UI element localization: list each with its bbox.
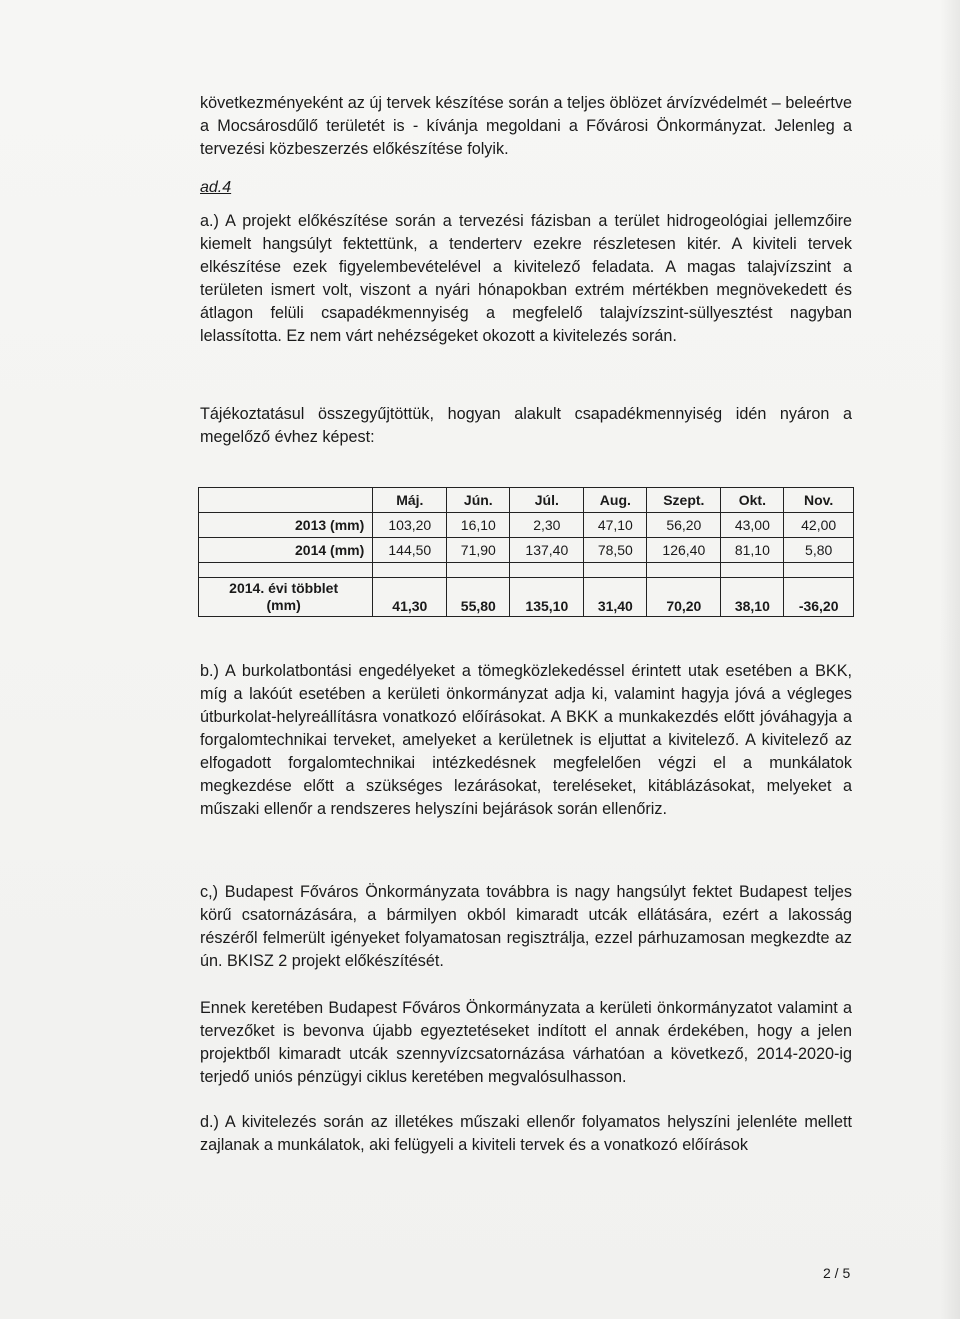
table-spacer-row bbox=[199, 563, 854, 578]
table-cell: -36,20 bbox=[784, 578, 854, 617]
table-cell: 31,40 bbox=[584, 578, 647, 617]
table-cell: 55,80 bbox=[447, 578, 510, 617]
table-cell: 42,00 bbox=[784, 513, 854, 538]
row-label: 2014 (mm) bbox=[199, 538, 373, 563]
table-cell: 103,20 bbox=[373, 513, 447, 538]
table-cell: 71,90 bbox=[447, 538, 510, 563]
table-cell: 126,40 bbox=[647, 538, 721, 563]
paragraph-b: b.) A burkolatbontási engedélyeket a tömegközlekedéssel érintett utak esetében a BKK, míg a lakóút esetében a kerületi önkormányzat adja ki, valamint hagyja jóvá a végleges útburkolat-helyreállításra vonatkozó előírásokat. A BKK a munkakezdés előtt jóváhagyja a forgalomtechnikai terveket, amelyeket a kerületnek is eljuttat a kivitelező. A kivitelező az elfogadott forgalomtechnikai intézkedésnek megfelelően végzi el a munkálatok megkezdése előtt a szükséges lezárásokat, tereléseket, kitáblázásokat, melyeket a műszaki ellenőr a rendszeres helyszíni bejárások során ellenőriz. bbox=[200, 662, 852, 818]
section-label-ad4: ad.4 bbox=[200, 179, 232, 196]
paragraph-c: c,) Budapest Főváros Önkormányzata továbbra is nagy hangsúlyt fektet Budapest teljes körű csatornázására, a bármilyen okból kimaradt utcák ellátására, ezért a lakosság részéről felmerült igényeket folyamatosan regisztrálja, ezzel párhuzamosan megkezdte az ún. BKISZ 2 projekt előkészítését. bbox=[200, 883, 852, 970]
month-header: Nov. bbox=[784, 488, 854, 513]
row-label: 2013 (mm) bbox=[199, 513, 373, 538]
table-cell: 137,40 bbox=[510, 538, 584, 563]
table-cell: 70,20 bbox=[647, 578, 721, 617]
month-header: Jún. bbox=[447, 488, 510, 513]
paragraph-d: d.) A kivitelezés során az illetékes műszaki ellenőr folyamatos helyszíni jelenléte mellett zajlanak a munkálatok, aki felügyeli a kiviteli tervek és a vonatkozó előírások bbox=[200, 1113, 852, 1154]
table-cell: 41,30 bbox=[373, 578, 447, 617]
surplus-label-line2: (mm) bbox=[266, 597, 301, 613]
table-cell: 144,50 bbox=[373, 538, 447, 563]
surplus-label-line1: 2014. évi többlet bbox=[229, 580, 339, 596]
paragraph-info: Tájékoztatásul összegyűjtöttük, hogyan alakult csapadékmennyiség idén nyáron a megelőző évhez képest: bbox=[200, 405, 852, 446]
month-header: Aug. bbox=[584, 488, 647, 513]
rainfall-table bbox=[198, 487, 854, 617]
table-corner-cell bbox=[199, 488, 373, 513]
paragraph-a: a.) A projekt előkészítése során a tervezési fázisban a terület hidrogeológiai jellemzőire kiemelt hangsúlyt fektettünk, a tenderterv ezekre részletesen kitér. A kiviteli tervek elkészítése ezek figyelembevételével a kivitelező feladata. A magas talajvízszint a területen ismert volt, viszont a nyári hónapokban extrém mértékben megnövekedett és átlagon felüli csapadékmennyiség a megfelelő talajvízszint-süllyesztést nagyban lelassította. Ez nem várt nehézségeket okozott a kivitelezés során. bbox=[200, 212, 852, 345]
month-header: Okt. bbox=[721, 488, 784, 513]
table-cell: 38,10 bbox=[721, 578, 784, 617]
paragraph-e: Ennek keretében Budapest Főváros Önkormányzata a kerületi önkormányzatot valamint a tervezőket is bevonva újabb egyeztetéseket indított el annak érdekében, hogy a jelen projektből kimaradt utcák szennyvízcsatornázása várhatóan a következő, 2014-2020-ig terjedő uniós pénzügyi ciklus keretében megvalósulhasson. bbox=[200, 999, 852, 1086]
table-row bbox=[199, 538, 854, 563]
month-header: Szept. bbox=[647, 488, 721, 513]
table-cell: 135,10 bbox=[510, 578, 584, 617]
table-cell: 56,20 bbox=[647, 513, 721, 538]
table-cell: 81,10 bbox=[721, 538, 784, 563]
page-number: 2 / 5 bbox=[823, 1265, 851, 1281]
table-row-surplus bbox=[199, 578, 854, 617]
table-cell: 5,80 bbox=[784, 538, 854, 563]
table-cell: 2,30 bbox=[510, 513, 584, 538]
paragraph-intro: következményeként az új tervek készítése során a teljes öblözet árvízvédelmét – beleértve a Mocsárosdűlő területét is - kívánja megoldani a Fővárosi Önkormányzat. Jelenleg a tervezési közbeszerzés előkészítése folyik. bbox=[200, 94, 852, 158]
table-cell: 16,10 bbox=[447, 513, 510, 538]
page-edge-shadow bbox=[940, 0, 960, 1319]
row-label-surplus bbox=[199, 578, 373, 617]
table-cell: 78,50 bbox=[584, 538, 647, 563]
table-row bbox=[199, 513, 854, 538]
table-header-row bbox=[199, 488, 854, 513]
month-header: Máj. bbox=[373, 488, 447, 513]
month-header: Júl. bbox=[510, 488, 584, 513]
table-cell: 47,10 bbox=[584, 513, 647, 538]
table-cell: 43,00 bbox=[721, 513, 784, 538]
